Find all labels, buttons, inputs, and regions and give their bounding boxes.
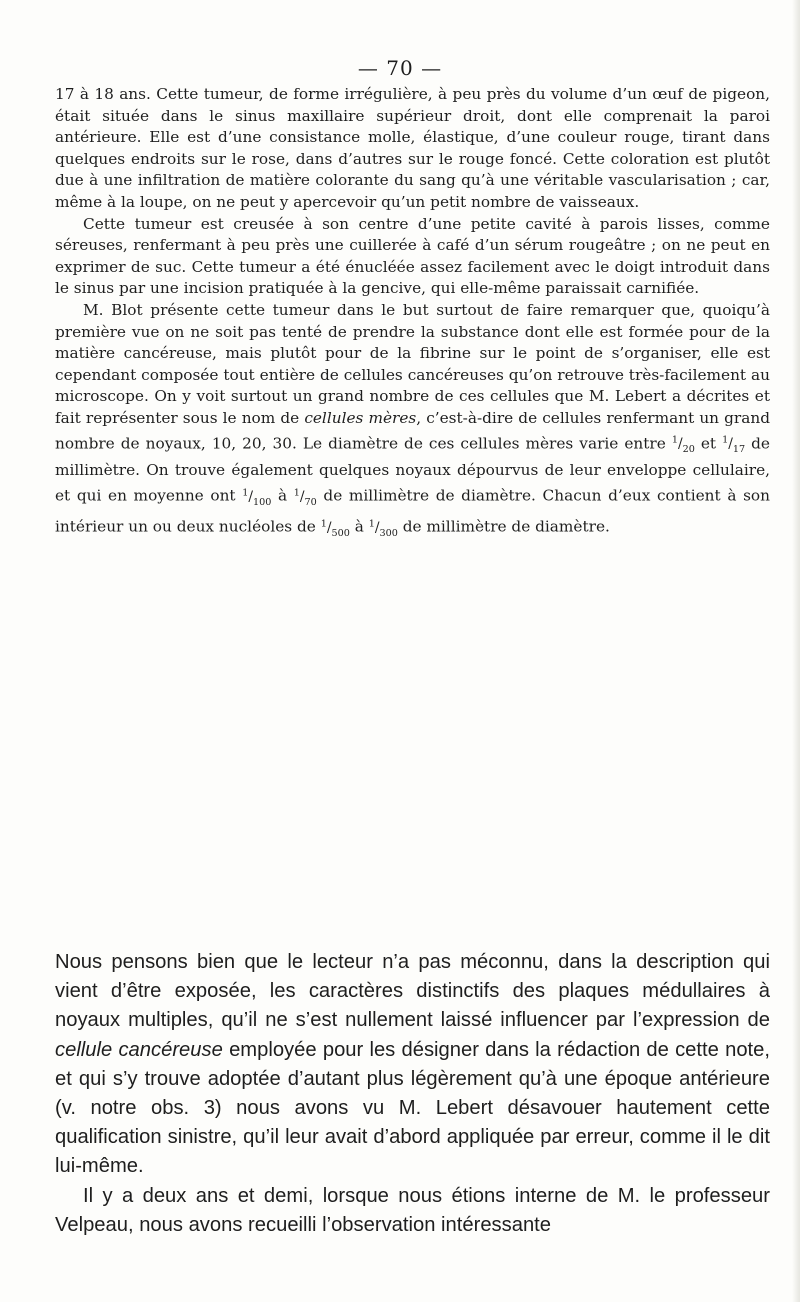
fraction: $^1/_{70}$	[293, 487, 317, 508]
text-run: de millimètre. On trouve également quelques noyaux dépourvus de leur enveloppe cellulaire, et qui en moyenne ont	[55, 434, 770, 505]
fraction: $^1/_{100}$	[242, 487, 272, 508]
text-run: de millimètre de diamètre. Chacun d’eux contient à son intérieur un ou deux nucléoles de	[55, 486, 770, 536]
text-run: M. Blot présente cette tumeur dans le but surtout de faire remarquer que, quoiqu’à première vue on ne soit pas tenté de prendre la substance dont elle est formée pour de la matière cancéreuse, mais plutôt pour de la fibrine sur le point de s’organiser, elle est cependant composée tout entière de cellules cancéreuses qu’on retrouve très-facilement au microscope. On y voit surtout un grand nombre de ces cellules que M. Lebert a décrites et fait représenter sous le nom de	[55, 300, 770, 427]
italic-term: cellules mères	[304, 408, 417, 427]
page-number: — 70 —	[357, 56, 443, 80]
text-run: Cette tumeur est creusée à son centre d’une petite cavité à parois lisses, comme séreuses, renfermant à peu près une cuillerée à café d’un sérum rougeâtre ; on ne peut en exprimer de suc. Cette tumeur a été énucléée assez facilement avec le doigt introduit dans le sinus par une incision pratiquée à la gencive, qui elle-même paraissait carnifiée.	[55, 214, 770, 298]
paragraph-p3	[55, 300, 770, 544]
paragraph-p4	[55, 948, 770, 1182]
text-run: Nous pensons bien que le lecteur n’a pas méconnu, dans la description qui vient d’être exposée, les caractères distinctifs des plaques médullaires à noyaux multiples, qu’il ne s’est nullement laissé influencer par l’expression de	[55, 951, 770, 1032]
fraction: $^1/_{17}$	[722, 434, 746, 455]
text-run: , c’est-à-dire de cellules renfermant un grand nombre de noyaux, 10, 20, 30. Le diamètre de ces cellules mères varie entre	[55, 408, 770, 453]
paragraph-p5	[55, 1182, 770, 1240]
fraction: $^1/_{20}$	[671, 434, 695, 455]
italic-term: cellule cancéreuse	[55, 1038, 223, 1061]
text-run: 17 à 18 ans. Cette tumeur, de forme irrégulière, à peu près du volume d’un œuf de pigeon, était située dans le sinus maxillaire supérieur droit, dont elle comprenait la paroi antérieure. Elle est d’une consistance molle, élastique, d’une couleur rouge, tirant dans quelques endroits sur le rose, dans d’autres sur le rouge foncé. Cette coloration est plutôt due à une infiltration de matière colorante du sang qu’à une véritable vascularisation ; car, même à la loupe, on ne peut y apercevoir qu’un petit nombre de vaisseaux.	[55, 85, 770, 211]
text-run: et	[694, 434, 723, 453]
text-run: à	[271, 486, 294, 505]
fraction: $^1/_{500}$	[320, 517, 350, 539]
paragraph-p2	[55, 214, 770, 300]
text-run: de millimètre de diamètre.	[397, 517, 610, 536]
page-edge-shadow	[792, 0, 800, 1302]
paragraph-p1	[55, 84, 770, 214]
text-run: à	[349, 517, 369, 536]
small-text-block	[55, 84, 770, 544]
large-text-block	[55, 948, 770, 1240]
text-run: employée pour les désigner dans la rédaction de cette note, et qui s’y trouve adoptée d’autant plus légèrement qu’à une époque antérieure (v. notre obs. 3) nous avons vu M. Lebert désavouer hautement cette qualification sinistre, qu’il leur avait d’abord appliquée par erreur, comme il le dit lui-même.	[55, 1038, 770, 1178]
text-run: Il y a deux ans et demi, lorsque nous étions interne de M. le professeur Velpeau, nous avons recueilli l’observation intéressante	[55, 1184, 770, 1236]
fraction: $^1/_{300}$	[368, 517, 398, 539]
